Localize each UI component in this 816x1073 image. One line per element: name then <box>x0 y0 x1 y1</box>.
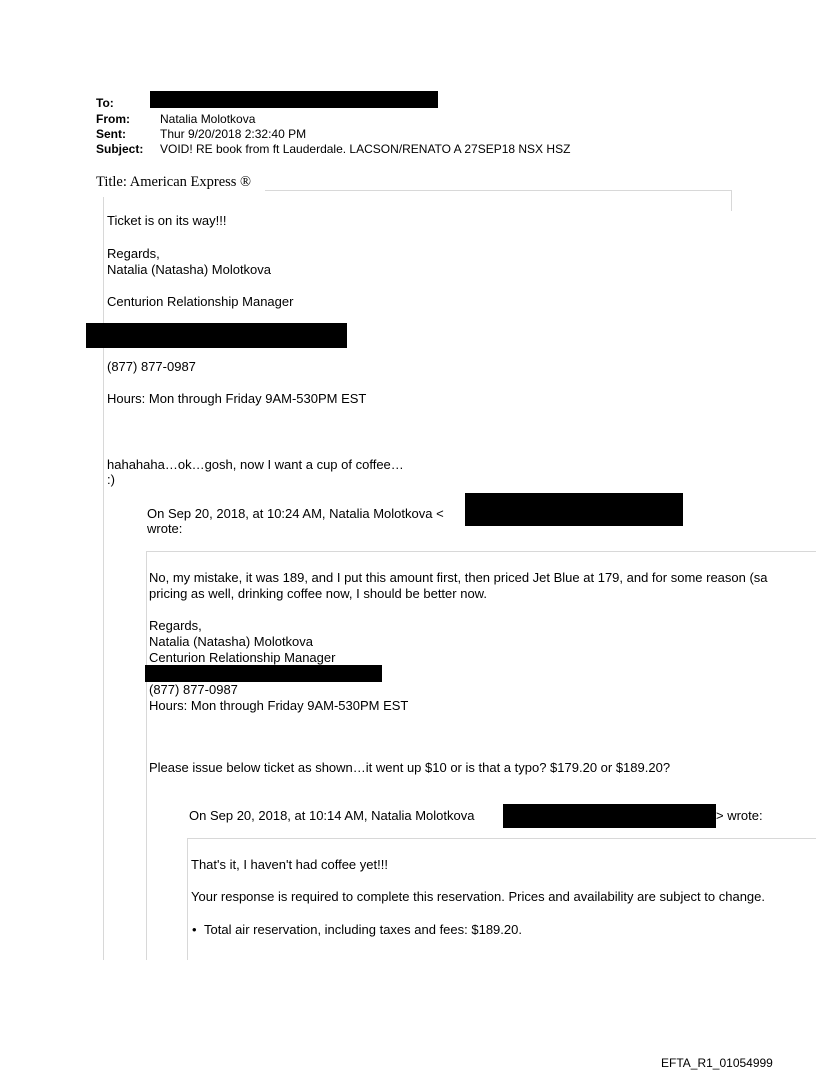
message1-regards: Regards, <box>107 246 160 261</box>
quote1-attribution-wrote: wrote: <box>147 521 183 536</box>
quote2-attribution-wrote: > wrote: <box>716 808 763 823</box>
sent-value: Thur 9/20/2018 2:32:40 PM <box>160 127 307 141</box>
title-line: Title: American Express ® <box>96 174 252 190</box>
sent-label: Sent: <box>96 127 126 141</box>
quote2-attribution: On Sep 20, 2018, at 10:14 AM, Natalia Molotkova <box>189 808 475 823</box>
subject-label: Subject: <box>96 142 144 156</box>
quote2-left-rule <box>187 838 188 960</box>
redacted-email-2 <box>503 804 716 828</box>
from-value: Natalia Molotkova <box>160 112 256 126</box>
message2-line1: hahahaha…ok…gosh, now I want a cup of coffee… <box>107 457 404 472</box>
quote1-role: Centurion Relationship Manager <box>149 650 336 665</box>
message1-body: Ticket is on its way!!! <box>107 213 227 228</box>
redacted-to-address <box>150 91 438 108</box>
redacted-contact <box>86 323 347 348</box>
message-left-rule <box>103 197 104 960</box>
redacted-email-1 <box>465 493 683 526</box>
quote2-top-rule <box>187 838 816 839</box>
message1-phone: (877) 877-0987 <box>107 359 196 374</box>
quote1-left-rule <box>146 551 147 960</box>
quote1-hours: Hours: Mon through Friday 9AM-530PM EST <box>149 698 409 713</box>
message1-role: Centurion Relationship Manager <box>107 294 294 309</box>
quote2-line1: That's it, I haven't had coffee yet!!! <box>191 857 388 872</box>
quote1-attribution: On Sep 20, 2018, at 10:24 AM, Natalia Molotkova < <box>147 506 444 521</box>
quote1-body-line2: pricing as well, drinking coffee now, I should be better now. <box>149 586 487 601</box>
redacted-contact-2 <box>145 665 382 682</box>
quote2-line2: Your response is required to complete this reservation. Prices and availability are subject to change. <box>191 889 765 904</box>
quote1-name: Natalia (Natasha) Molotkova <box>149 634 314 649</box>
quote2-bullet-text: Total air reservation, including taxes and fees: $189.20. <box>204 922 522 937</box>
quote1-phone: (877) 877-0987 <box>149 682 238 697</box>
message1-name: Natalia (Natasha) Molotkova <box>107 262 272 277</box>
quote1-body-line1: No, my mistake, it was 189, and I put this amount first, then priced Jet Blue at 179, and for some reason (sa <box>149 570 768 585</box>
document-id: EFTA_R1_01054999 <box>661 1056 773 1070</box>
title-box-right-edge <box>731 190 732 211</box>
message1-hours: Hours: Mon through Friday 9AM-530PM EST <box>107 391 367 406</box>
quote1-reply: Please issue below ticket as shown…it went up $10 or is that a typo? $179.20 or $189.20? <box>149 760 671 775</box>
subject-value: VOID! RE book from ft Lauderdale. LACSON/RENATO A 27SEP18 NSX HSZ <box>160 142 571 156</box>
title-rule <box>265 190 732 191</box>
to-label: To: <box>96 96 114 110</box>
message2-line2: :) <box>107 472 115 487</box>
quote1-regards: Regards, <box>149 618 202 633</box>
quote1-top-rule <box>146 551 816 552</box>
quote2-bullet: • <box>192 922 197 937</box>
from-label: From: <box>96 112 130 126</box>
